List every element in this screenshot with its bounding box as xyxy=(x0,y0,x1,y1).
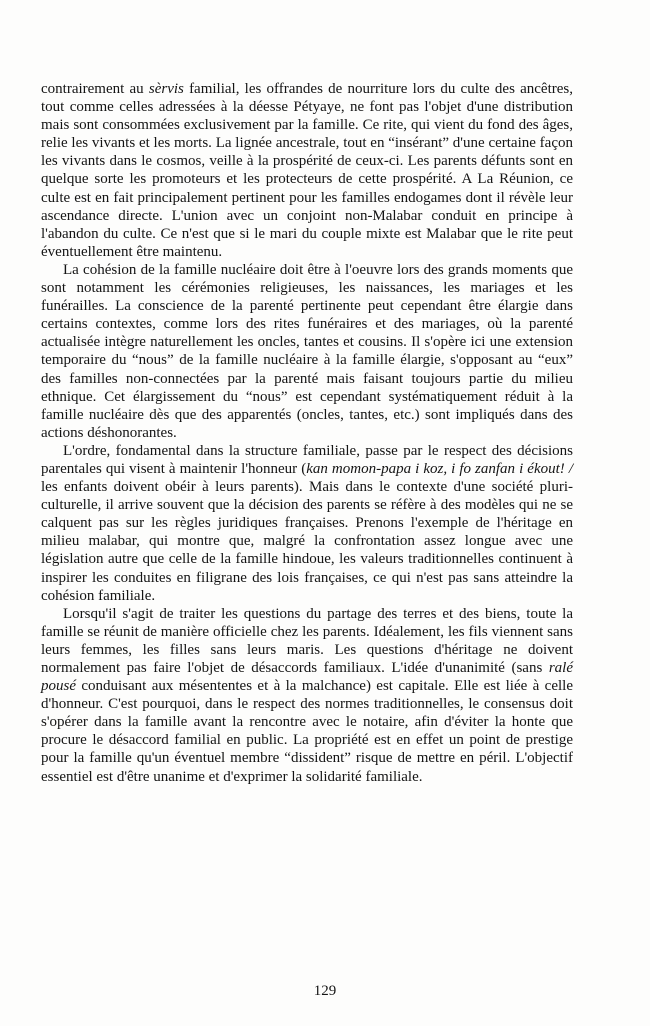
italic-term: ralé pousé xyxy=(41,660,573,695)
italic-quote: kan momon-papa i koz, i fo zanfan i ékout! / xyxy=(306,460,573,477)
page-number: 129 xyxy=(313,983,337,999)
paragraph-3 xyxy=(41,442,573,605)
text-segment: les enfants doivent obéir à leurs parents). Mais dans le contexte d'une société pluri-culturelle, il arrive souvent que la décision des parents se réfère à des modèles qui ne se calquent pas sur les règles juridiques françaises. Prenons l'exemple de l'héritage en milieu malabar, qui montre que, malgré la confrontation assez longue avec une législation autre que celle de la famille hindoue, les valeurs traditionnelles continuent à inspirer les conduites en filigrane des lois françaises, ce qui n'est pas sans atteindre la cohésion familiale. xyxy=(41,479,573,604)
body-text xyxy=(41,80,573,786)
text-segment: L'ordre, fondamental dans la structure familiale, passe par le respect des décisions parentales qui visent à maintenir l'honneur ( xyxy=(41,442,573,477)
paragraph-2 xyxy=(41,261,573,442)
text-segment: La cohésion de la famille nucléaire doit être à l'oeuvre lors des grands moments que sont notamment les cérémonies religieuses, les naissances, les mariages et les funérailles. La conscience de la parenté pertinente peut cependant être élargie dans certains contextes, comme lors des rites funéraires et des mariages, où la parenté actualisée intègre naturellement les oncles, tantes et cousins. Il s'opère ici une extension temporaire du “nous” de la famille nucléaire à la famille élargie, s'opposant au “eux” des familles non-connectées par la parenté mais faisant toujours partie du milieu ethnique. Cet élargissement du “nous” est cependant systématiquement réduit à la famille nucléaire dès que des apparentés (oncles, tantes, etc.) sont impliqués dans des actions déshonorantes. xyxy=(41,261,573,441)
paragraph-4 xyxy=(41,605,573,786)
text-segment: Lorsqu'il s'agit de traiter les questions du partage des terres et des biens, toute la famille se réunit de manière officielle chez les parents. Idéalement, les fils viennent sans leurs femmes, les filles sans leurs maris. Les questions d'héritage ne doivent normalement pas faire l'objet de désaccords familiaux. L'idée d'unanimité (sans xyxy=(41,605,573,676)
text-segment: conduisant aux mésententes et à la malchance) est capitale. Elle est liée à celle d'honneur. C'est pourquoi, dans le respect des normes traditionnelles, le consensus doit s'opérer dans la famille avant la rencontre avec le notaire, afin d'éviter la honte que procure le désaccord familial en public. La propriété est en effet un point de prestige pour la famille qu'un éventuel membre “dissident” risque de mettre en péril. L'objectif essentiel est d'être unanime et d'exprimer la solidarité familiale. xyxy=(41,678,573,785)
text-segment: familial, les offrandes de nourriture lors du culte des ancêtres, tout comme celles adressées à la déesse Pétyaye, ne font pas l'objet d'une distribution mais sont consommées exclusivement par la famille. Ce rite, qui vient du fond des âges, relie les vivants et les morts. La lignée ancestrale, tout en “insérant” d'une certaine façon les vivants dans le cosmos, veille à la prospérité de ceux-ci. Les parents défunts sont en quelque sorte les promoteurs et les protecteurs de cette prospérité. A La Réunion, ce culte est en fait principalement pertinent pour les familles endogames dont il révèle leur ascendance directe. L'union avec un conjoint non-Malabar conduit en principe à l'abandon du culte. Ce n'est que si le mari du couple mixte est Malabar que le rite peut éventuellement être maintenu. xyxy=(41,81,573,260)
italic-term: sèrvis xyxy=(148,81,184,97)
text-segment: contrairement au xyxy=(41,81,149,97)
paragraph-1 xyxy=(41,80,573,261)
